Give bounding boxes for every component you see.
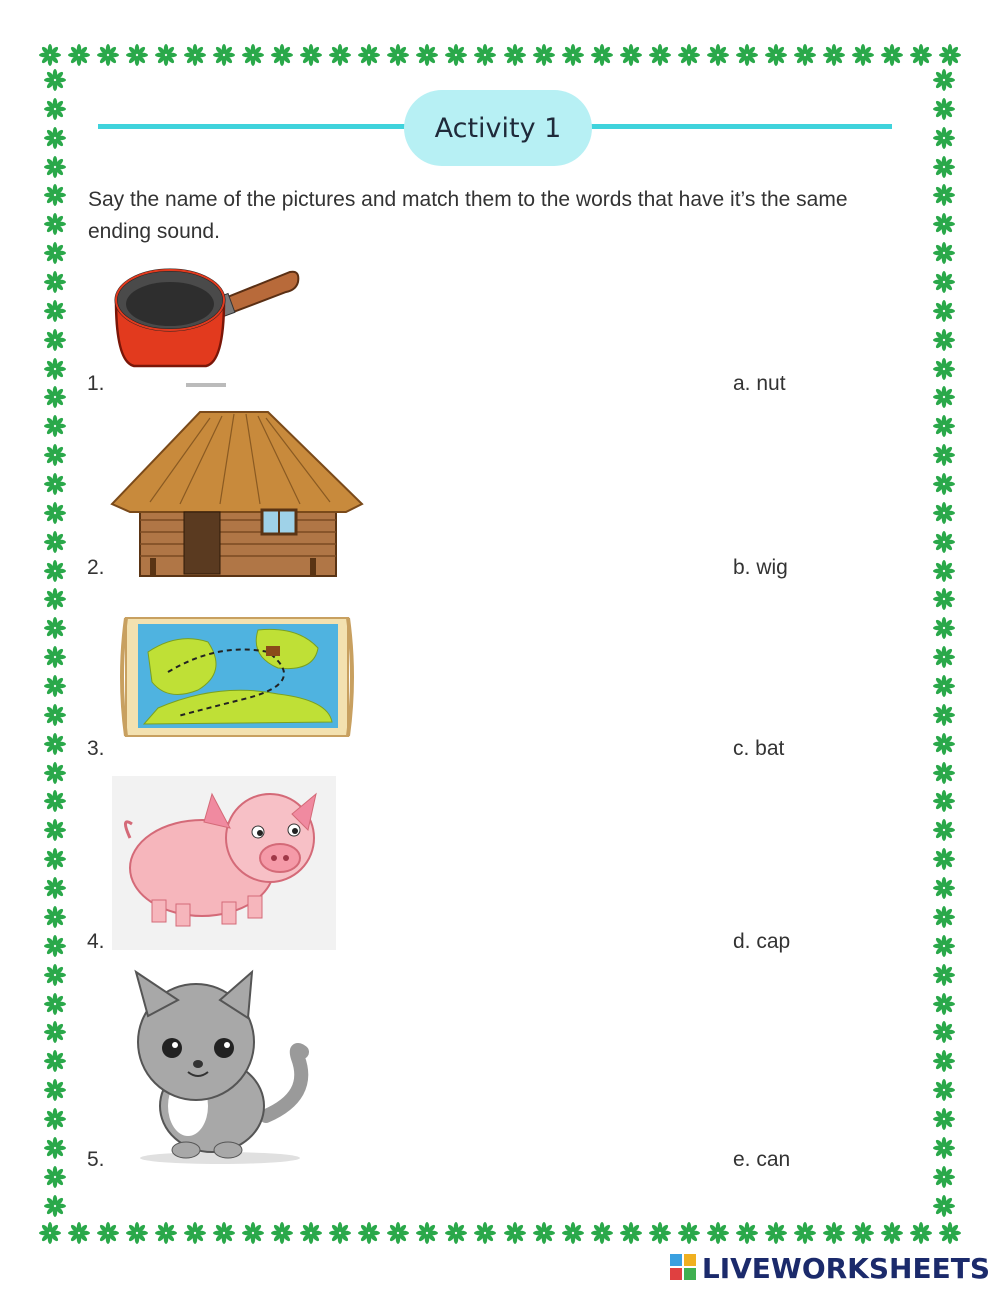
item-number-4: 4. <box>87 930 105 953</box>
border-flower-icon <box>735 1221 759 1245</box>
border-flower-icon <box>932 818 956 842</box>
border-flower-icon <box>43 1194 67 1218</box>
border-flower-icon <box>932 761 956 785</box>
border-flower-icon <box>38 1221 62 1245</box>
border-flower-icon <box>590 1221 614 1245</box>
word-cap[interactable]: d. cap <box>733 930 791 953</box>
border-flower-icon <box>43 385 67 409</box>
border-flower-icon <box>932 616 956 640</box>
border-flower-icon <box>932 963 956 987</box>
border-flower-icon <box>43 530 67 554</box>
border-flower-icon <box>503 1221 527 1245</box>
border-flower-icon <box>706 43 730 67</box>
border-flower-icon <box>43 126 67 150</box>
border-flower-icon <box>241 1221 265 1245</box>
title-pill <box>404 90 592 166</box>
border-flower-icon <box>43 1020 67 1044</box>
item-number-5: 5. <box>87 1148 105 1171</box>
border-flower-icon <box>677 1221 701 1245</box>
border-flower-icon <box>532 1221 556 1245</box>
border-flower-icon <box>822 1221 846 1245</box>
border-flower-icon <box>932 703 956 727</box>
border-flower-icon <box>43 328 67 352</box>
border-flower-icon <box>932 385 956 409</box>
border-flower-icon <box>561 43 585 67</box>
border-flower-icon <box>96 1221 120 1245</box>
border-flower-icon <box>932 97 956 121</box>
border-flower-icon <box>43 587 67 611</box>
border-flower-icon <box>299 1221 323 1245</box>
instructions: Say the name of the pictures and match them to the words that have it’s the same ending sound. <box>88 188 848 243</box>
border-flower-icon <box>932 1020 956 1044</box>
word-nut[interactable]: a. nut <box>733 372 786 395</box>
border-flower-icon <box>43 1165 67 1189</box>
border-right <box>929 68 959 1218</box>
border-flower-icon <box>43 183 67 207</box>
border-flower-icon <box>270 1221 294 1245</box>
border-flower-icon <box>938 43 962 67</box>
brand-logo <box>670 1251 990 1285</box>
border-flower-icon <box>932 530 956 554</box>
border-flower-icon <box>96 43 120 67</box>
border-flower-icon <box>619 43 643 67</box>
border-flower-icon <box>932 328 956 352</box>
border-flower-icon <box>932 183 956 207</box>
border-flower-icon <box>735 43 759 67</box>
border-flower-icon <box>932 847 956 871</box>
border-flower-icon <box>241 43 265 67</box>
border-flower-icon <box>415 1221 439 1245</box>
border-flower-icon <box>677 43 701 67</box>
border-flower-icon <box>880 43 904 67</box>
border-flower-icon <box>183 1221 207 1245</box>
border-flower-icon <box>43 414 67 438</box>
border-flower-icon <box>386 1221 410 1245</box>
border-flower-icon <box>764 1221 788 1245</box>
border-flower-icon <box>932 155 956 179</box>
border-flower-icon <box>43 357 67 381</box>
border-flower-icon <box>43 992 67 1016</box>
border-flower-icon <box>932 126 956 150</box>
border-flower-icon <box>932 559 956 583</box>
border-flower-icon <box>357 1221 381 1245</box>
border-flower-icon <box>43 241 67 265</box>
border-flower-icon <box>43 789 67 813</box>
border-flower-icon <box>938 1221 962 1245</box>
border-flower-icon <box>932 1136 956 1160</box>
border-flower-icon <box>43 616 67 640</box>
border-flower-icon <box>299 43 323 67</box>
border-flower-icon <box>67 43 91 67</box>
border-flower-icon <box>932 1107 956 1131</box>
pan-image[interactable] <box>110 262 305 392</box>
border-flower-icon <box>415 43 439 67</box>
border-flower-icon <box>43 472 67 496</box>
border-flower-icon <box>932 992 956 1016</box>
border-flower-icon <box>43 818 67 842</box>
border-flower-icon <box>932 357 956 381</box>
border-flower-icon <box>851 43 875 67</box>
border-flower-icon <box>43 212 67 236</box>
border-flower-icon <box>43 559 67 583</box>
border-flower-icon <box>43 97 67 121</box>
border-flower-icon <box>932 68 956 92</box>
border-flower-icon <box>328 1221 352 1245</box>
hut-image[interactable] <box>110 408 365 578</box>
border-flower-icon <box>822 43 846 67</box>
border-flower-icon <box>932 241 956 265</box>
border-flower-icon <box>43 847 67 871</box>
border-flower-icon <box>43 1078 67 1102</box>
border-flower-icon <box>932 299 956 323</box>
border-flower-icon <box>932 876 956 900</box>
title-line-right <box>588 124 892 129</box>
border-flower-icon <box>43 155 67 179</box>
border-flower-icon <box>43 501 67 525</box>
border-flower-icon <box>932 789 956 813</box>
page-title: Activity 1 <box>434 112 562 144</box>
border-flower-icon <box>328 43 352 67</box>
border-flower-icon <box>932 587 956 611</box>
border-flower-icon <box>932 674 956 698</box>
border-flower-icon <box>590 43 614 67</box>
word-bat[interactable]: c. bat <box>733 737 785 760</box>
map-image[interactable] <box>118 612 358 752</box>
border-flower-icon <box>154 1221 178 1245</box>
border-flower-icon <box>909 1221 933 1245</box>
border-flower-icon <box>444 1221 468 1245</box>
border-flower-icon <box>648 1221 672 1245</box>
border-flower-icon <box>932 472 956 496</box>
pig-image[interactable] <box>112 776 336 950</box>
item-number-2: 2. <box>87 556 105 579</box>
border-flower-icon <box>764 43 788 67</box>
word-can[interactable]: e. can <box>733 1148 791 1171</box>
border-flower-icon <box>932 443 956 467</box>
border-flower-icon <box>212 1221 236 1245</box>
border-left <box>40 68 70 1218</box>
border-flower-icon <box>503 43 527 67</box>
brand-name: LIVEWORKSHEETS <box>701 1251 990 1285</box>
border-flower-icon <box>43 876 67 900</box>
border-flower-icon <box>270 43 294 67</box>
border-flower-icon <box>932 212 956 236</box>
border-flower-icon <box>43 1049 67 1073</box>
border-flower-icon <box>444 43 468 67</box>
border-flower-icon <box>43 963 67 987</box>
border-flower-icon <box>706 1221 730 1245</box>
border-flower-icon <box>793 1221 817 1245</box>
cat-image[interactable] <box>116 966 311 1166</box>
border-flower-icon <box>67 1221 91 1245</box>
border-flower-icon <box>43 443 67 467</box>
border-flower-icon <box>932 501 956 525</box>
border-flower-icon <box>932 905 956 929</box>
border-flower-icon <box>932 645 956 669</box>
word-wig[interactable]: b. wig <box>733 556 788 579</box>
liveworksheets-logo-icon <box>670 1254 696 1282</box>
border-flower-icon <box>43 674 67 698</box>
border-flower-icon <box>212 43 236 67</box>
border-flower-icon <box>43 1136 67 1160</box>
border-flower-icon <box>932 732 956 756</box>
border-flower-icon <box>532 43 556 67</box>
border-bottom <box>38 1218 962 1248</box>
border-flower-icon <box>183 43 207 67</box>
border-flower-icon <box>43 68 67 92</box>
border-flower-icon <box>648 43 672 67</box>
border-flower-icon <box>43 732 67 756</box>
border-flower-icon <box>125 43 149 67</box>
border-flower-icon <box>43 1107 67 1131</box>
border-flower-icon <box>932 1165 956 1189</box>
border-flower-icon <box>38 43 62 67</box>
border-flower-icon <box>932 934 956 958</box>
border-flower-icon <box>43 299 67 323</box>
border-flower-icon <box>793 43 817 67</box>
border-flower-icon <box>851 1221 875 1245</box>
border-flower-icon <box>932 1049 956 1073</box>
border-flower-icon <box>43 645 67 669</box>
border-flower-icon <box>357 43 381 67</box>
border-flower-icon <box>43 934 67 958</box>
border-top <box>38 40 962 70</box>
border-flower-icon <box>43 761 67 785</box>
title-line-left <box>98 124 408 129</box>
border-flower-icon <box>880 1221 904 1245</box>
item-number-1: 1. <box>87 372 105 395</box>
border-flower-icon <box>473 43 497 67</box>
border-flower-icon <box>125 1221 149 1245</box>
border-flower-icon <box>932 1194 956 1218</box>
item-number-3: 3. <box>87 737 105 760</box>
border-flower-icon <box>43 905 67 929</box>
border-flower-icon <box>619 1221 643 1245</box>
border-flower-icon <box>386 43 410 67</box>
border-flower-icon <box>561 1221 585 1245</box>
border-flower-icon <box>43 270 67 294</box>
border-flower-icon <box>43 703 67 727</box>
border-flower-icon <box>154 43 178 67</box>
border-flower-icon <box>473 1221 497 1245</box>
border-flower-icon <box>932 414 956 438</box>
border-flower-icon <box>932 1078 956 1102</box>
border-flower-icon <box>909 43 933 67</box>
border-flower-icon <box>932 270 956 294</box>
